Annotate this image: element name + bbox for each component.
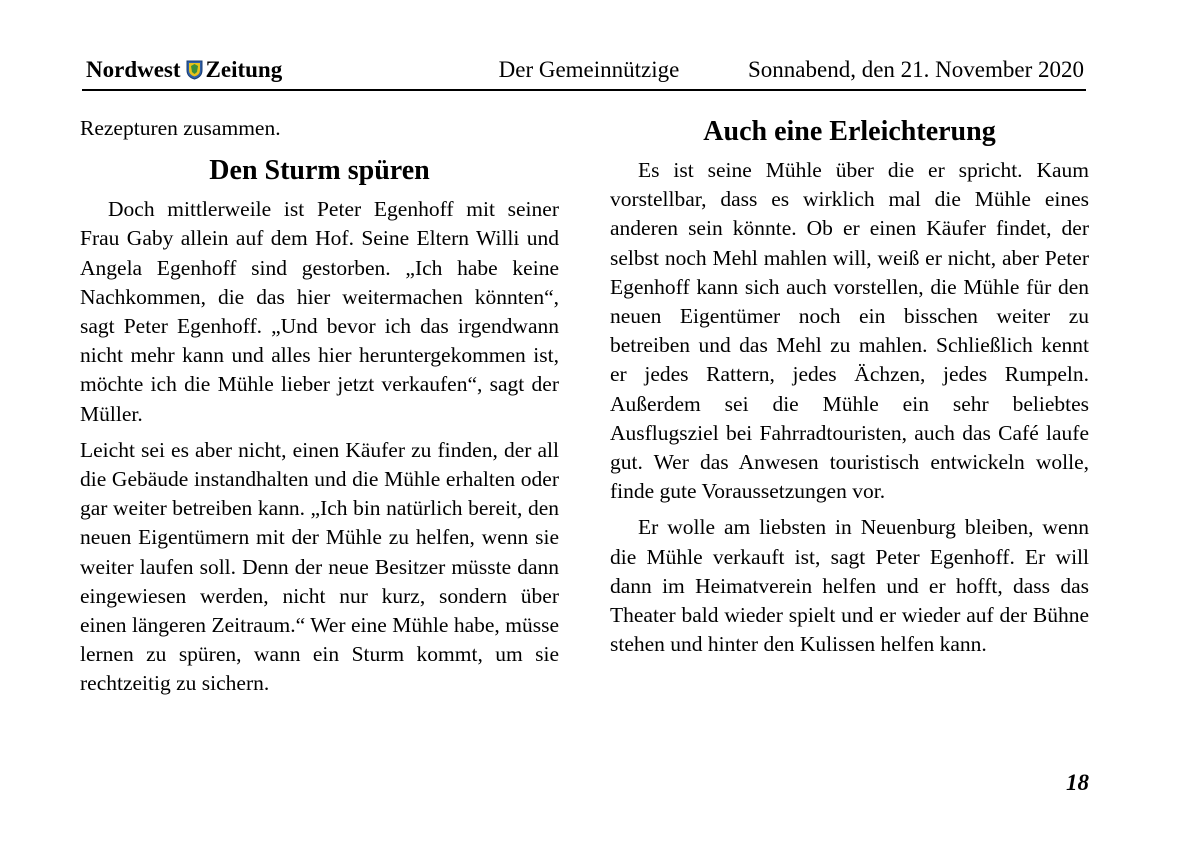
left-column <box>80 114 559 706</box>
right-paragraph-1: Es ist seine Mühle über die er spricht. Kaum vorstellbar, dass es wirklich mal die Mühle eines anderen sein könnte. Ob er einen Käufer findet, der selbst noch Mehl mahlen will, weiß er nicht, aber Peter Egenhoff kann sich auch vorstellen, die Mühle für den neuen Eigentümer noch ein bisschen weiter zu betreiben und das Mehl zu mahlen. Schließlich kennt er jedes Rattern, jedes Ächzen, jedes Rumpeln. Außerdem sei die Mühle ein sehr beliebtes Ausflugsziel bei Fahrradtouristen, auch das Café laufe gut. Wer das Anwesen touristisch entwickeln wolle, finde gute Voraussetzungen vor. <box>610 158 1089 504</box>
left-paragraph-1: Doch mittlerweile ist Peter Egenhoff mit seiner Frau Gaby allein auf dem Hof. Seine Eltern Willi und Angela Egenhoff sind gestorben. „Ich habe keine Nachkommen, die das hier weitermachen könnten“, sagt Peter Egenhoff. „Und bevor ich das irgendwann nicht mehr kann und alles hier heruntergekommen ist, möchte ich die Mühle lieber jetzt verkaufen“, sagt der Müller. <box>80 197 559 426</box>
page-number: 18 <box>1066 770 1089 795</box>
right-column-heading: Auch eine Erleichterung <box>703 116 996 147</box>
continued-text: Rezepturen zusammen. <box>80 116 281 140</box>
section-title: Der Gemeinnützige <box>498 57 680 82</box>
right-paragraph-2: Er wolle am liebsten in Neuenburg bleiben, wenn die Mühle verkauft ist, sagt Peter Egenhoff. Er will dann im Heimatverein helfen und er hofft, dass das Theater bald wieder spielt und er wieder auf der Bühne stehen und hinter den Kulissen helfen kann. <box>610 515 1089 657</box>
page-header <box>82 57 1086 91</box>
masthead-right-word: Zeitung <box>205 57 283 82</box>
issue-date: Sonnabend, den 21. November 2020 <box>748 57 1084 82</box>
left-column-heading: Den Sturm spüren <box>209 155 430 187</box>
left-paragraph-2: Leicht sei es aber nicht, einen Käufer zu finden, der all die Gebäude instandhalten und die Mühle erhalten oder gar weiter betreiben kann. „Ich bin natürlich bereit, den neuen Eigentümern mit der Mühle zu helfen, wenn sie weiter laufen soll. Denn der neue Besitzer müsste dann eingewiesen werden, nicht nur kurz, sondern über einen längeren Zeitraum.“ Wer eine Mühle habe, müsse lernen zu spüren, wann ein Sturm kommt, um sie rechtzeitig zu sichern. <box>80 437 559 696</box>
right-column <box>610 114 1089 666</box>
masthead-left-word: Nordwest <box>86 57 181 82</box>
